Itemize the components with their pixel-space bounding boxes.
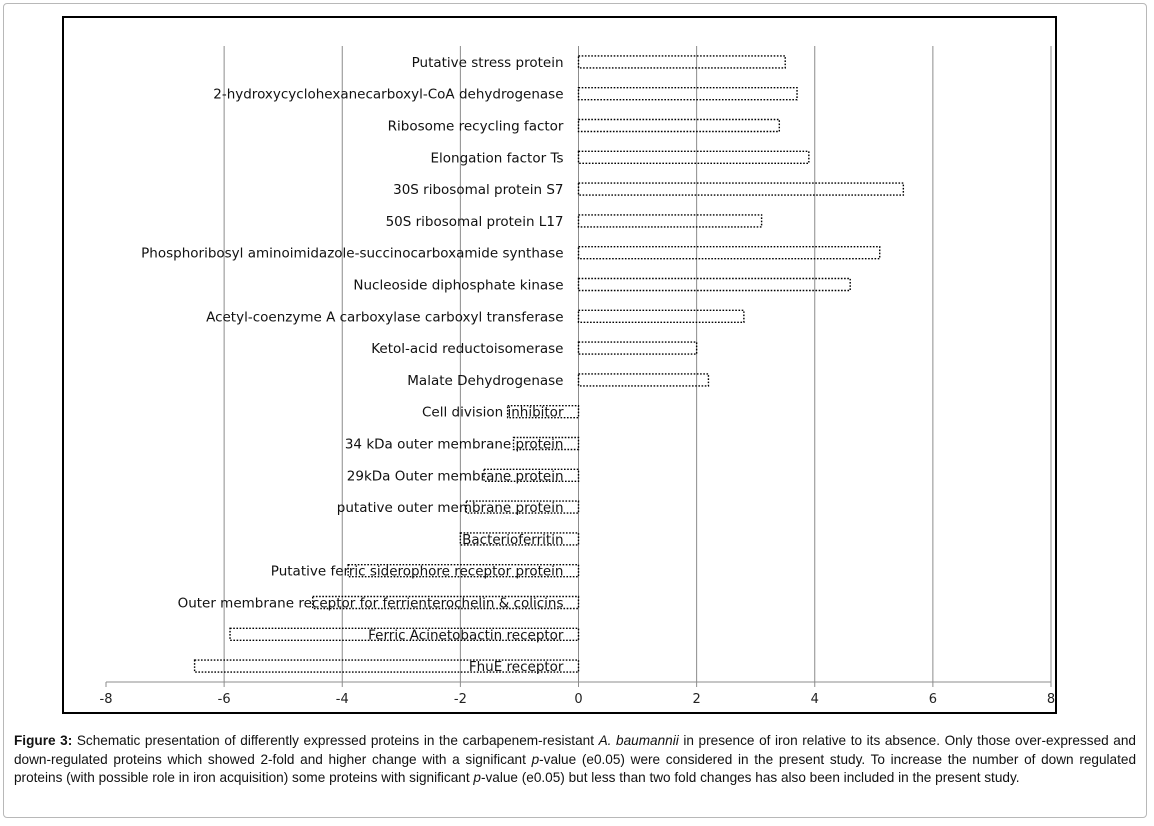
category-label: Bacterioferritin	[462, 531, 564, 548]
category-label: Putative ferric siderophore receptor protein	[270, 563, 564, 580]
category-label: Acetyl-coenzyme A carboxylase carboxyl transferase	[206, 309, 564, 326]
bar	[579, 279, 851, 291]
caption-text-1: Schematic presentation of differently expressed proteins in the carbapenem-resistant	[72, 733, 599, 748]
bar	[579, 120, 780, 132]
bar	[579, 342, 697, 354]
category-label: Malate Dehydrogenase	[407, 372, 564, 389]
caption-p-symbol-2: p	[473, 770, 481, 785]
category-label: Cell division inhibitor	[421, 404, 564, 421]
x-tick-label: 2	[692, 692, 701, 707]
category-label: Outer membrane receptor for ferrienterochelin & colicins	[177, 595, 564, 612]
caption-p-symbol-1: p	[531, 751, 540, 767]
bar-chart	[64, 18, 1055, 712]
bar	[579, 374, 709, 386]
category-label: 34 kDa outer membrane protein	[344, 436, 564, 453]
x-tick-label: 0	[574, 692, 583, 707]
x-tick-label: 8	[1046, 692, 1055, 707]
chart-area	[62, 16, 1057, 714]
category-label: Putative stress protein	[411, 54, 564, 71]
bar	[579, 183, 904, 195]
category-label: Phosphoribosyl aminoimidazole-succinocarboxamide synthase	[141, 245, 564, 262]
bar	[579, 247, 880, 259]
figure-caption	[14, 732, 1136, 788]
category-label: Elongation factor Ts	[430, 150, 564, 167]
category-label: Ribosome recycling factor	[387, 118, 564, 135]
caption-text-2: in presence of iron relative to its absence. Only those over-expressed and down-regulated proteins which showed 2-fold and higher change with a significant	[14, 733, 1136, 767]
category-label: Nucleoside diphosphate kinase	[353, 277, 564, 294]
bar	[579, 56, 786, 68]
x-tick-label: -8	[99, 692, 113, 707]
bar	[579, 310, 744, 322]
caption-label: Figure 3:	[14, 733, 73, 748]
x-tick-label: -6	[217, 692, 231, 707]
x-tick-label: 6	[928, 692, 938, 707]
category-label: Ketol-acid reductoisomerase	[371, 341, 564, 358]
category-label: 30S ribosomal protein S7	[393, 182, 564, 199]
category-label: 29kDa Outer membrane protein	[346, 468, 564, 485]
caption-text-3: -value (e0.05) were considered in the present study. To increase the number of down regulated proteins (with possible role in iron acquisition) some proteins with significant	[14, 751, 1136, 785]
bar	[579, 88, 798, 100]
category-label: Ferric Acinetobactin receptor	[368, 627, 564, 644]
category-label: putative outer membrane protein	[336, 500, 564, 517]
x-tick-label: -4	[335, 692, 349, 707]
bar	[579, 215, 762, 227]
caption-species: A. baumannii	[598, 733, 679, 748]
category-label: 50S ribosomal protein L17	[385, 213, 564, 230]
caption-text-4: -value (e0.05) but less than two fold changes has also been included in the present study.	[480, 770, 1020, 785]
category-label: 2-hydroxycyclohexanecarboxyl-CoA dehydrogenase	[213, 86, 564, 103]
x-tick-label: 4	[810, 692, 819, 707]
x-tick-label: -2	[453, 692, 467, 707]
bar	[579, 151, 809, 163]
category-label: FhuE receptor	[468, 659, 564, 676]
